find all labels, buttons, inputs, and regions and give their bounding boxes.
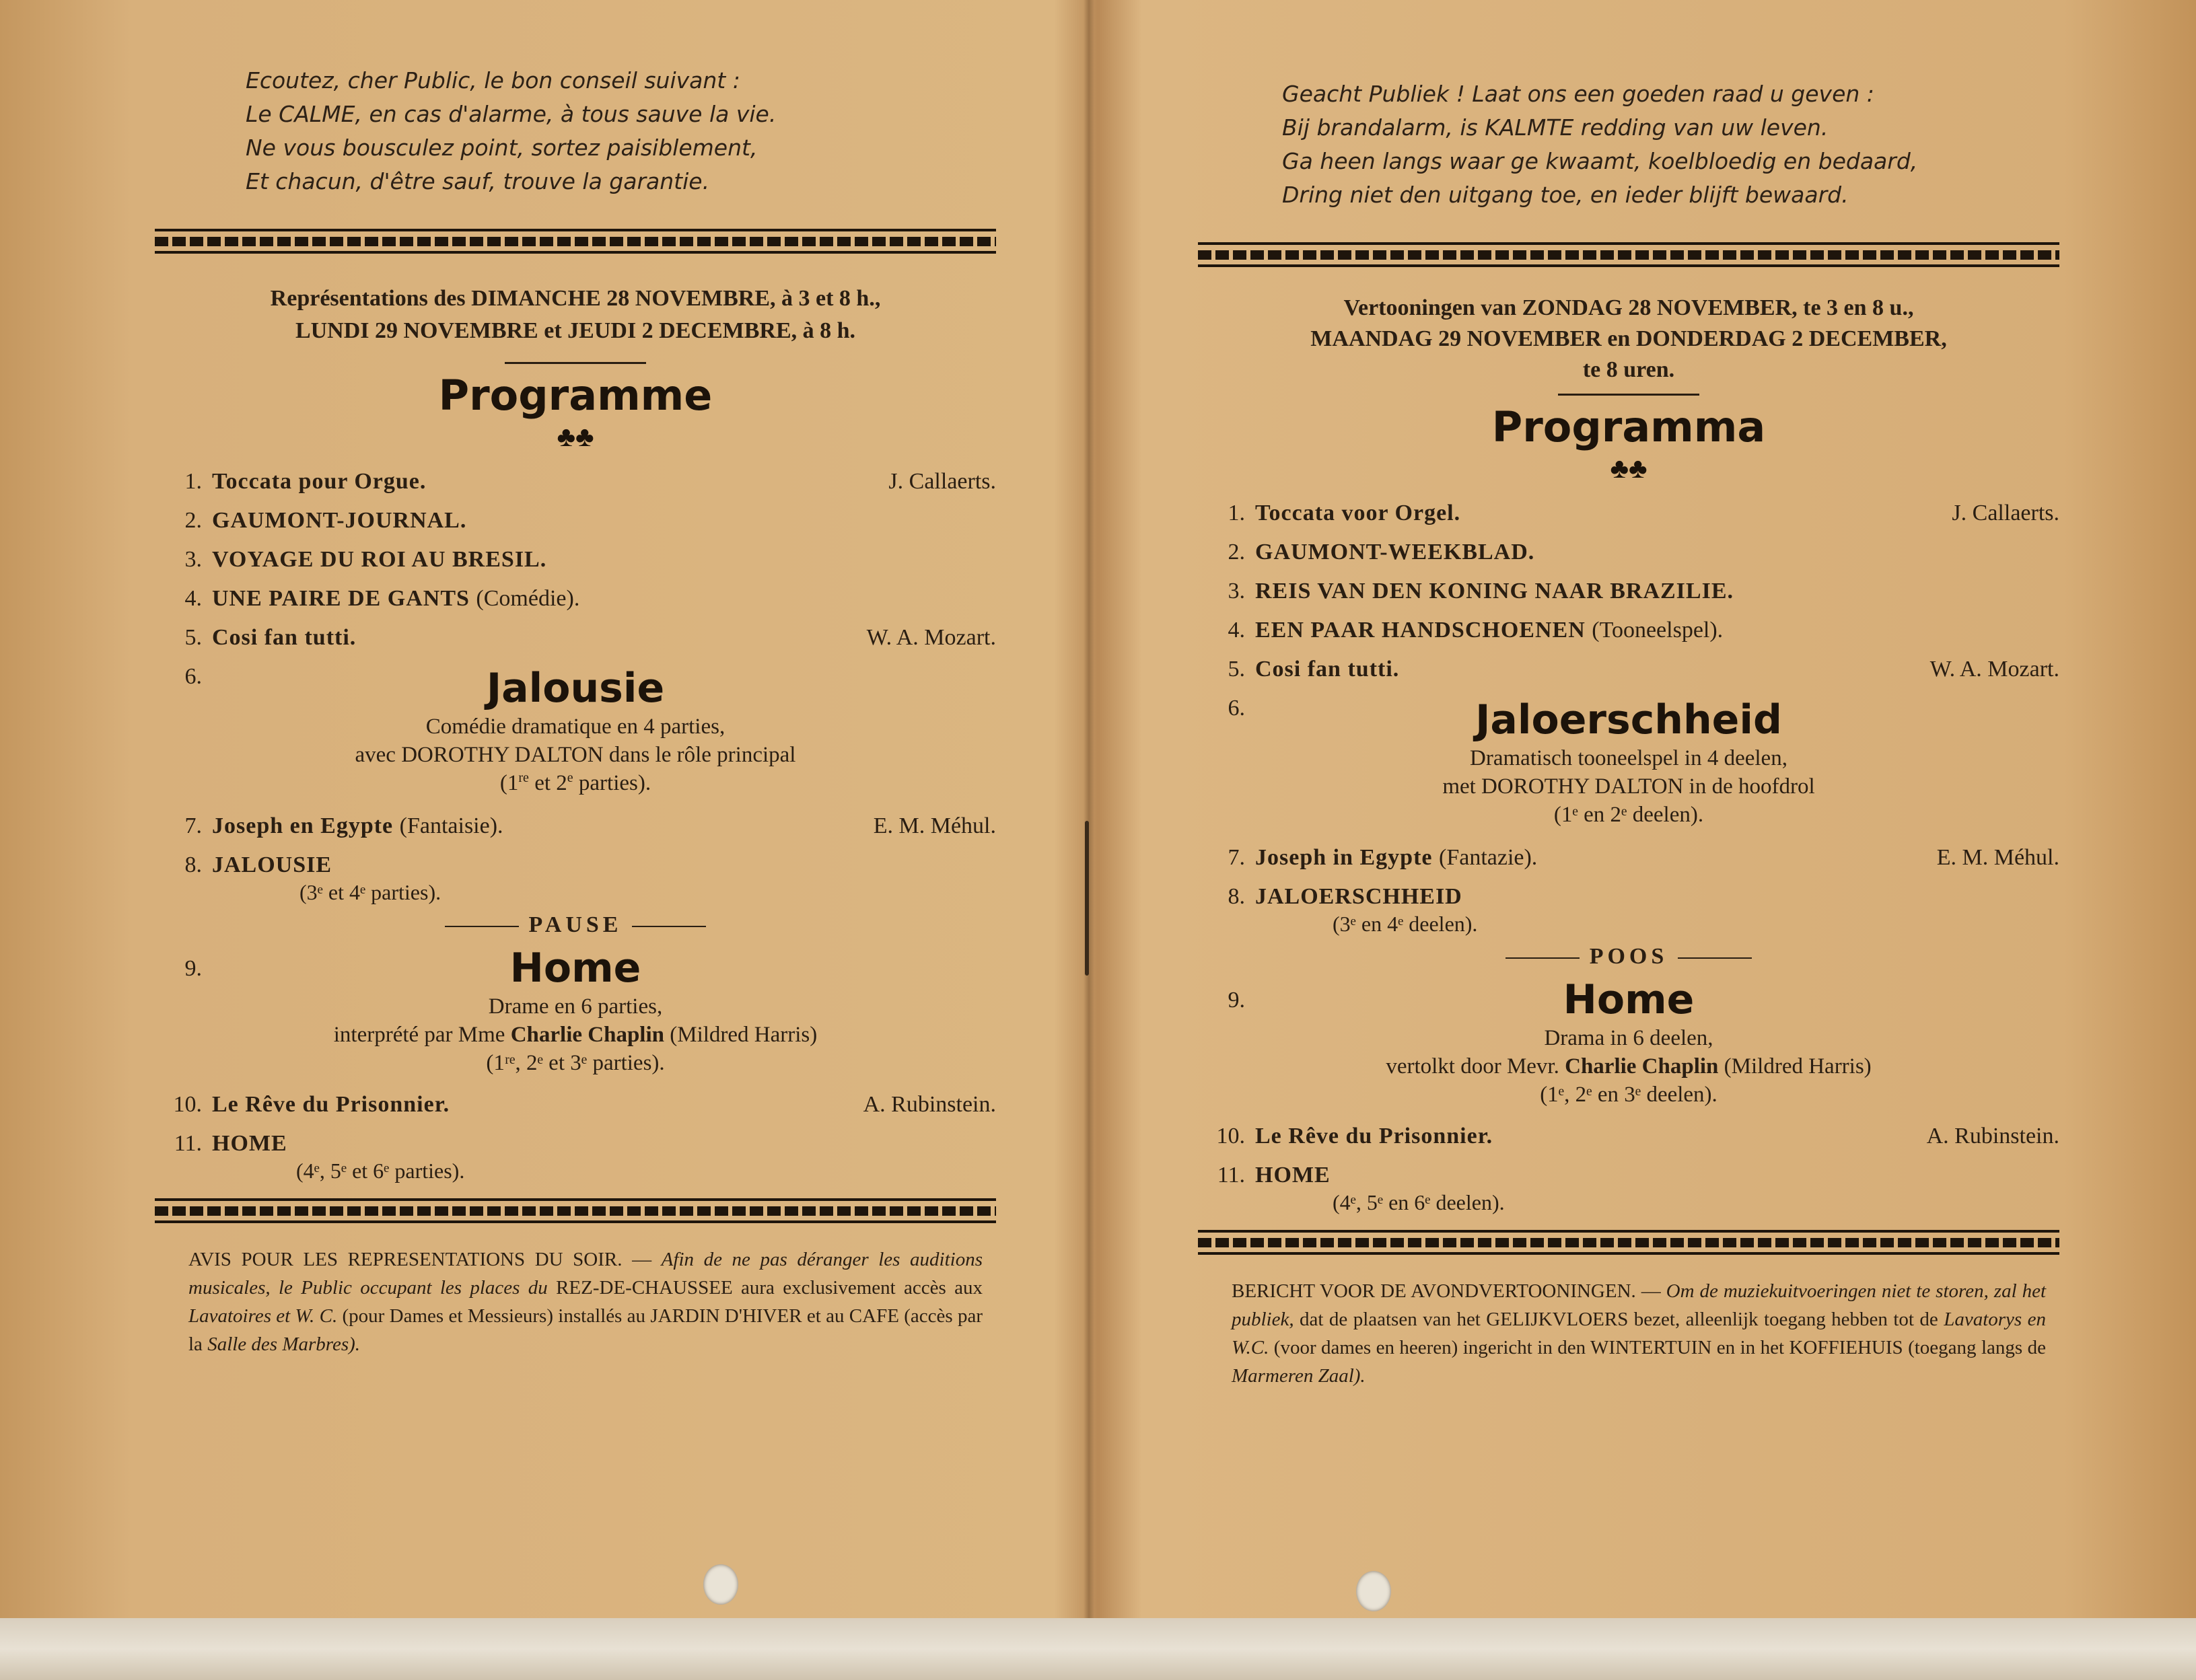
poem-line: Le CALME, en cas d'alarme, à tous sauve la vie.: [246, 101, 777, 127]
divider: [1558, 394, 1699, 396]
poem-line: Bij brandalarm, is KALMTE redding van uw leven.: [1282, 114, 1829, 141]
program-item: 2. GAUMONT-JOURNAL.: [184, 508, 467, 533]
film-description: Comédie dramatique en 4 parties, avec DOROTHY DALTON dans le rôle principal (1re et 2e parties).: [355, 715, 796, 795]
right-page: Geacht Publiek ! Laat ons een goeden raad u geven : Bij brandalarm, is KALMTE redding van uw leven. Ga heen langs waar ge kwaamt, koelbloedig en bedaard, Dring niet den uitgang toe, en ieder blijft bewaard. Vertooningen van ZONDAG 28 NOVEMBER, te 3 en 8 u., MAANDAG 29 NOVEMBER en DONDERDAG 2 DECEMBER, te 8 uren. Programma ♣♣ 1. Toccata voor Orgel. J. Callaerts. 2. GAUMONT-WEEKBLAD. 3. REIS VAN DEN KONING NAAR BRAZILIE. 4. EEN PAAR HANDSCHOENEN (Tooneelspel). 5. Cosi fan tutti. W. A. Mozart. 6. Jaloerschheid Dramatisch tooneelspel in 4 deelen, met DOROTHY DALTON in de hoofdrol (1ᵉ en 2ᵉ deelen). 7. Joseph in Egypte (Fantazie). E. M. Méhul. 8. JALOERSCHHEID (3ᵉ en 4ᵉ deelen). POOS 9. Home Drama in 6 deelen, vertolkt door Mevr. Charlie Chaplin (Mildred Harris) (1ᵉ, 2ᵉ en 3ᵉ deelen). 10. Le Rêve du Prisonnier. A. Rubinstein. 11. HOME (4ᵉ, 5ᵉ en 6ᵉ deelen). BERICHT VOOR DE AVONDVERTOONINGEN. — Om de muziekuitvoeringen niet te storen, zal het publiek, dat de plaatsen van het GELIJKVLOERS bezet, alleenlijk toegang hebben tot de Lavatorys en W.C. (voor dames en heeren) ingericht in den WINTERTUIN en in het KOFFIEHUIS (toegang langs de Marmeren Zaal).: [1198, 0, 2059, 1618]
evening-notice: AVIS POUR LES REPRESENTATIONS DU SOIR. — Afin de ne pas déranger les auditions musicales, le Public occupant les places du REZ-DE-CHAUSSEE aura exclusivement accès aux Lavatoires et W. C. (pour Dames et Messieurs) installés au JARDIN D'HIVER et au CAFE (accès par la Salle des Marbres).: [188, 1249, 983, 1355]
decorative-band: [1198, 242, 2059, 269]
film-description: Drame en 6 parties, interprété par Mme Charlie Chaplin (Mildred Harris) (1ʳᵉ, 2ᵉ et 3ᵉ parties).: [333, 994, 818, 1075]
program-item: 11. HOME (4ᵉ, 5ᵉ en 6ᵉ deelen).: [1217, 1163, 1505, 1214]
film-description: Drama in 6 deelen, vertolkt door Mevr. Charlie Chaplin (Mildred Harris) (1ᵉ, 2ᵉ en 3ᵉ deelen).: [1386, 1026, 1872, 1107]
program-item: 10. Le Rêve du Prisonnier. A. Rubinstein.: [1216, 1124, 2059, 1148]
ornament-icon: ♣♣: [1610, 453, 1648, 484]
program-item: 6.: [1228, 696, 1245, 721]
left-page: Ecoutez, cher Public, le bon conseil suivant : Le CALME, en cas d'alarme, à tous sauve la vie. Ne vous bousculez point, sortez paisiblement, Et chacun, d'être sauf, trouve la garantie. Représentations des DIMANCHE 28 NOVEMBRE, à 3 et 8 h., LUNDI 29 NOVEMBRE et JEUDI 2 DECEMBRE, à 8 h. Programme ♣♣ 1. Toccata pour Orgue. J. Callaerts. 2. GAUMONT-JOURNAL. 3. VOYAGE DU ROI AU BRESIL. 4. UNE PAIRE DE GANTS (Comédie). 5. Cosi fan tutti. W. A. Mozart. 6. Jalousie Comédie dramatique en 4 parties, avec DOROTHY DALTON dans le rôle principal (1re et 2e parties). 7. Joseph en Egypte (Fantaisie). E. M. Méhul. 8. JALOUSIE (3ᵉ et 4ᵉ parties). PAUSE 9. Home Drame en 6 parties, interprété par Mme Charlie Chaplin (Mildred Harris) (1ʳᵉ, 2ᵉ et 3ᵉ parties). 10. Le Rêve du Prisonnier. A. Rubinstein. 11. HOME (4ᵉ, 5ᵉ et 6ᵉ parties). AVIS POUR LES REPRESENTATIONS DU SOIR. — Afin de ne pas déranger les auditions musicales, le Public occupant les places du REZ-DE-CHAUSSEE aura exclusivement accès aux Lavatoires et W. C. (pour Dames et Messieurs) installés au JARDIN D'HIVER et au CAFE (accès par la Salle des Marbres).: [155, 0, 996, 1618]
dates-line: LUNDI 29 NOVEMBRE et JEUDI 2 DECEMBRE, à 8 h.: [295, 318, 856, 343]
program-item: 5. Cosi fan tutti. W. A. Mozart.: [1228, 657, 2059, 682]
safety-poem: [1282, 77, 2059, 212]
film-title-home: Home: [509, 945, 641, 992]
poem-line: Et chacun, d'être sauf, trouve la garantie.: [246, 168, 710, 194]
staple: [1085, 821, 1089, 976]
program-item: 7. Joseph in Egypte (Fantazie). E. M. Méhul.: [1228, 845, 2059, 870]
decorative-band: [155, 1198, 996, 1225]
program-item: 1. Toccata voor Orgel. J. Callaerts.: [1228, 501, 2059, 525]
film-description: Dramatisch tooneelspel in 4 deelen, met DOROTHY DALTON in de hoofdrol (1ᵉ en 2ᵉ deelen).: [1442, 746, 1815, 827]
poem-line: Dring niet den uitgang toe, en ieder blijft bewaard.: [1282, 182, 1849, 208]
decorative-band: [155, 229, 996, 256]
program-heading: Programma: [1491, 402, 1766, 451]
film-title-jalousie: Jalousie: [486, 665, 665, 712]
program-item: 11. HOME (4ᵉ, 5ᵉ et 6ᵉ parties).: [174, 1131, 465, 1183]
poem-line: Geacht Publiek ! Laat ons een goeden raad u geven :: [1282, 81, 1874, 107]
program-item: 1. Toccata pour Orgue. J. Callaerts.: [184, 469, 996, 494]
paper-edge: [0, 1618, 2196, 1680]
intermission: POOS: [1198, 938, 2059, 976]
divider: [505, 362, 646, 364]
ornament-icon: ♣♣: [557, 422, 594, 453]
dates-line: te 8 uren.: [1582, 357, 1675, 382]
performance-dates: [1198, 293, 2059, 386]
film-title-jaloerschheid: Jaloerschheid: [1475, 696, 1782, 743]
dates-line: MAANDAG 29 NOVEMBER en DONDERDAG 2 DECEMBER,: [1310, 326, 1947, 351]
program-item: 3. VOYAGE DU ROI AU BRESIL.: [184, 547, 547, 572]
film-title-home: Home: [1563, 976, 1695, 1023]
program-item: 10. Le Rêve du Prisonnier. A. Rubinstein.: [173, 1092, 996, 1117]
program-item: 8. JALOUSIE (3ᵉ et 4ᵉ parties).: [184, 852, 441, 904]
program-item: 2. GAUMONT-WEEKBLAD.: [1228, 540, 1535, 564]
intermission: PAUSE: [155, 906, 996, 944]
decorative-band: [1198, 1230, 2059, 1257]
performance-dates: [155, 283, 996, 347]
dates-line: Vertooningen van ZONDAG 28 NOVEMBER, te 3 en 8 u.,: [1343, 295, 1914, 320]
poem-line: Ne vous bousculez point, sortez paisiblement,: [246, 135, 758, 161]
dates-line: Représentations des DIMANCHE 28 NOVEMBRE, à 3 et 8 h.,: [270, 286, 881, 311]
program-item: 5. Cosi fan tutti. W. A. Mozart.: [184, 625, 996, 650]
program-heading: Programme: [438, 371, 713, 420]
evening-notice: BERICHT VOOR DE AVONDVERTOONINGEN. — Om de muziekuitvoeringen niet te storen, zal het publiek, dat de plaatsen van het GELIJKVLOERS bezet, alleenlijk toegang hebben tot de Lavatorys en W.C. (voor dames en heeren) ingericht in den WINTERTUIN en in het KOFFIEHUIS (toegang langs de Marmeren Zaal).: [1232, 1280, 2047, 1387]
booklet-spine: [1084, 0, 1094, 1618]
program-item: 4. UNE PAIRE DE GANTS (Comédie).: [184, 586, 580, 611]
program-item: 3. REIS VAN DEN KONING NAAR BRAZILIE.: [1228, 579, 1734, 604]
program-item: 4. EEN PAAR HANDSCHOENEN (Tooneelspel).: [1228, 618, 1724, 643]
program-item: 8. JALOERSCHHEID (3ᵉ en 4ᵉ deelen).: [1228, 884, 1478, 936]
program-item: 7. Joseph en Egypte (Fantaisie). E. M. Méhul.: [184, 813, 996, 838]
safety-poem: [246, 64, 996, 198]
poem-line: Ecoutez, cher Public, le bon conseil suivant :: [246, 67, 740, 94]
poem-line: Ga heen langs waar ge kwaamt, koelbloedig en bedaard,: [1282, 148, 1918, 174]
program-item: 6.: [184, 664, 202, 689]
